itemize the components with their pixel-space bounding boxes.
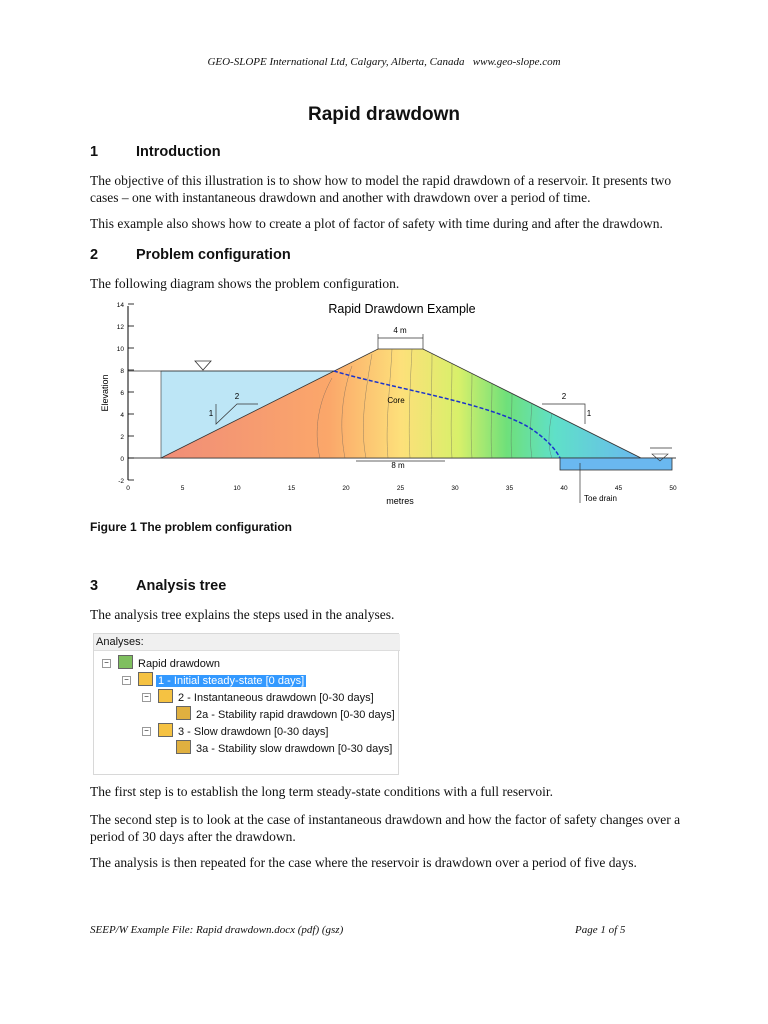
project-icon [118,655,133,669]
slope-right-v: 1 [586,409,592,418]
footer-page-number: Page 1 of 5 [575,924,626,936]
tree-item-instantaneous-drawdown[interactable]: 2 - Instantaneous drawdown [0-30 days] [158,689,376,704]
toe-drain [560,458,672,470]
analysis-tree-title: Analyses: [94,634,400,651]
x-tick-label: 0 [126,485,130,492]
page-header: GEO-SLOPE International Ltd, Calgary, Alberta, Canada www.geo-slope.com [207,56,561,68]
slope-left-v: 1 [208,409,214,418]
y-tick-label: 12 [116,324,124,331]
section-heading-1: 1 Introduction [90,144,221,160]
analysis-tree-panel [93,633,399,775]
collapse-icon[interactable]: − [142,727,151,736]
tree-item-rapid-drawdown[interactable]: Rapid drawdown [118,655,222,670]
y-tick-label: 4 [120,412,124,419]
problem-configuration-figure [90,298,690,510]
seep-analysis-icon [138,672,153,686]
slope-analysis-icon [176,706,191,720]
collapse-icon[interactable]: − [142,693,151,702]
seep-analysis-icon [158,723,173,737]
paragraph-intro-2: This example also shows how to create a plot of factor of safety with time during and after the drawdown. [90,216,663,231]
y-tick-label: 0 [120,456,124,463]
crest-width-label: 4 m [393,326,407,335]
x-tick-label: 15 [287,485,296,492]
x-tick-label: 25 [396,485,405,492]
tree-item-stability-rapid-drawdown[interactable]: 2a - Stability rapid drawdown [0-30 days] [176,706,397,721]
y-tick-label: 6 [120,390,124,397]
collapse-icon[interactable]: − [122,676,131,685]
figure-caption: Figure 1 The problem configuration [90,520,293,534]
y-tick-label: 8 [120,368,124,375]
collapse-icon[interactable]: − [102,659,111,668]
slope-analysis-icon [176,740,191,754]
x-tick-label: 20 [342,485,350,492]
paragraph-step-1: The first step is to establish the long term steady-state conditions with a full reservoir. [90,784,554,799]
figure-title: Rapid Drawdown Example [328,302,476,316]
toe-drain-label: Toe drain [584,494,617,503]
tree-item-initial-steady-state[interactable]: 1 - Initial steady-state [0 days] [138,672,306,687]
paragraph-step-2: The second step is to look at the case of instantaneous drawdown and how the factor of safety changes over a period of 30 days after the drawdown. [90,812,681,844]
y-tick-label: 2 [120,434,124,441]
x-tick-label: 45 [614,485,623,492]
tree-item-stability-slow-drawdown[interactable]: 3a - Stability slow drawdown [0-30 days] [176,740,394,755]
x-tick-label: 35 [505,485,514,492]
x-tick-label: 5 [180,485,185,492]
document-title: Rapid drawdown [308,104,460,125]
y-tick-label: 10 [116,346,124,353]
x-tick-label: 50 [669,485,677,492]
x-tick-label: 40 [560,485,568,492]
paragraph-intro-1: The objective of this illustration is to show how to model the rapid drawdown of a reservoir. It presents two cases – one with instantaneous drawdown and another with drawdown over a period of time. [90,173,672,205]
base-width-label: 8 m [391,461,405,470]
paragraph-tree-intro: The analysis tree explains the steps used in the analyses. [90,607,395,622]
paragraph-config: The following diagram shows the problem configuration. [90,276,400,291]
x-tick-label: 10 [233,485,241,492]
footer-file: SEEP/W Example File: Rapid drawdown.docx (pdf) (gsz) [90,924,344,936]
y-tick-label: 14 [116,302,124,309]
slope-right-h: 2 [561,392,567,401]
water-level-icon [195,361,211,370]
x-axis-label: metres [386,496,414,506]
tree-item-slow-drawdown[interactable]: 3 - Slow drawdown [0-30 days] [158,723,330,738]
seep-analysis-icon [158,689,173,703]
slope-left-h: 2 [234,392,240,401]
core-label: Core [387,396,405,405]
x-tick-label: 30 [451,485,459,492]
y-axis-label: Elevation [100,374,110,412]
section-heading-3: 3 Analysis tree [90,578,227,594]
paragraph-step-3: The analysis is then repeated for the case where the reservoir is drawdown over a period of five days. [90,855,637,870]
y-tick-label: -2 [118,478,124,485]
section-heading-2: 2 Problem configuration [90,247,291,263]
